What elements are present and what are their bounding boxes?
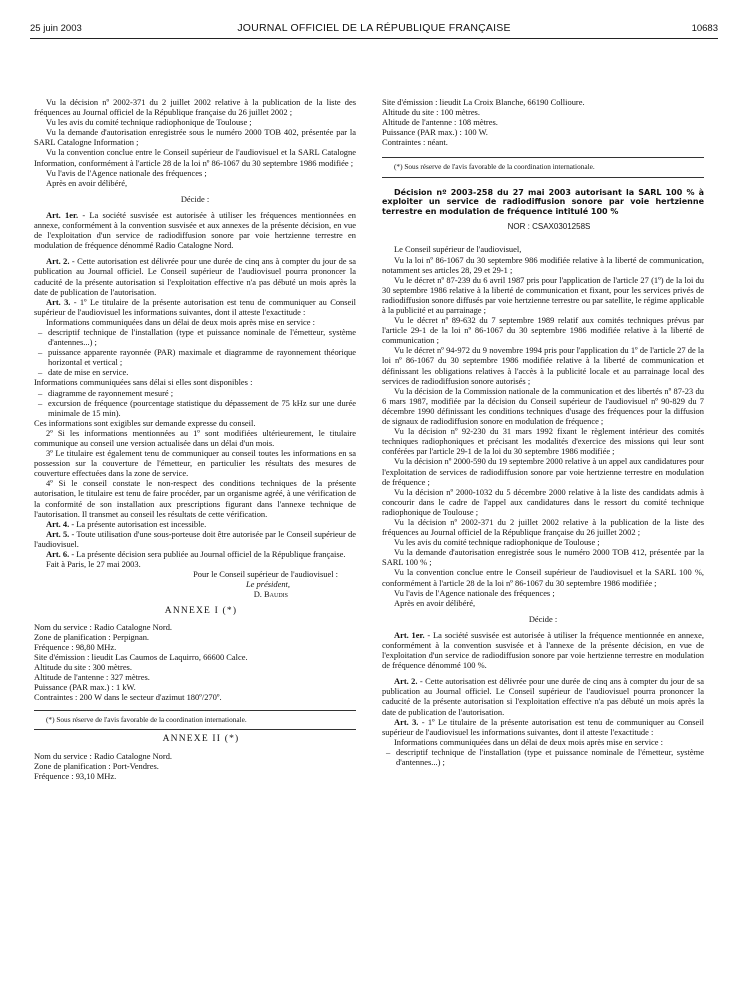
article-label: Art. 4. <box>46 518 70 529</box>
article-label: Art. 3. <box>394 716 419 727</box>
list-item: – diagramme de rayonnement mesuré ; <box>34 388 356 398</box>
annex-line: Altitude du site : 300 mètres. <box>34 661 132 672</box>
article-text: - La société susvisée est autorisée à utiliser les fréquences mentionnées en annexe, conformément à la convention susvisée et aux annexes de la présente décision, en vue de l'exploitation d'un service de radiodiffusion sonore par voie hertzienne terrestre en modulation de fréquence dénommé Radio Catalogne Nord. <box>34 209 356 251</box>
article-text: - Cette autorisation est délivrée pour une durée de cinq ans à compter du jour de sa publication au Journal officiel. Le Conseil supérieur de l'audiovisuel pourra prononcer la caducité de la présente autorisation si l'exploitation effective n'a pas débuté un mois après la date de publication de l'autorisation. <box>382 676 704 717</box>
preamble: Le Conseil supérieur de l'audiovisuel, <box>394 244 522 255</box>
article-label: Art. 2. <box>46 256 70 267</box>
list-item: – date de mise en service. <box>34 367 356 377</box>
annex-line: Zone de planification : Port-Vendres. <box>34 760 159 771</box>
visa: Vu la décision de la Commission nationale de la communication et des libertés nº 87-23 du 6 mars 1987, modifiée par la décision du Conseil supérieur de l'audiovisuel nº 90-829 du 7 décembre 1990 définissant les conditions techniques d'usage des fréquences pour la diffusion de signaux de radiodiffusion sonore en modulation de fréquence ; <box>382 385 704 427</box>
visa: Vu la demande d'autorisation enregistrée sous le numéro 2000 TOB 412, présentée par la SARL 100 % ; <box>382 547 704 568</box>
signatory-title: Le président, <box>245 579 290 590</box>
annex-line: Altitude du site : 100 mètres. <box>382 107 480 118</box>
visa: Vu le décret nº 89-632 du 7 septembre 1989 relatif aux comités techniques prévus par l'article 29-1 de la loi nº 86-1067 du 30 septembre 1986 modifiée relative à la liberté de communication ; <box>382 315 704 346</box>
decision-title: Décision nº 2003-258 du 27 mai 2003 autorisant la SARL 100 % à exploiter un service de radiodiffusion sonore par voie hertzienne terrestre en modulation de fréquence intitulé 100 % <box>382 187 704 216</box>
article-2 <box>34 256 356 296</box>
annex-line: Zone de planification : Perpignan. <box>34 631 150 642</box>
footnote-rule <box>34 710 356 711</box>
list-item: – excursion de fréquence (pourcentage statistique du dépassement de 75 kHz sur une durée minimale de 15 min). <box>34 398 356 418</box>
place-date: Fait à Paris, le 27 mai 2003. <box>46 559 141 570</box>
issue-date: 25 juin 2003 <box>30 23 82 34</box>
article-label: Art. 5. <box>46 528 70 539</box>
footnote-rule <box>382 177 704 178</box>
article-text: - 1º Le titulaire de la présente autorisation est tenu de communiquer au Conseil supérieur de l'audiovisuel les informations suivantes, dont il atteste l'exactitude : <box>34 296 356 317</box>
info-heading: Informations communiquées dans un délai de deux mois après mise en service : <box>394 736 663 747</box>
article-label: Art. 1er. <box>394 629 425 640</box>
footnote-rule <box>34 729 356 730</box>
list-item: – puissance apparente rayonnée (PAR) maximale et diagramme de rayonnement théorique horizontal et vertical ; <box>34 347 356 367</box>
footnote: (*) Sous réserve de l'avis favorable de la coordination internationale. <box>394 162 595 172</box>
annex-2-title: ANNEXE II (*) <box>162 734 240 745</box>
visa: Après en avoir délibéré, <box>46 177 128 188</box>
article-text: - Cette autorisation est délivrée pour une durée de cinq ans à compter du jour de sa publication au Journal officiel. Le Conseil supérieur de l'audiovisuel pourra prononcer la caducité de la présente autorisation si l'exploitation effective n'a pas débuté un mois après la date de publication de l'autorisation. <box>34 256 356 297</box>
visa: Vu la décision nº 2002-371 du 2 juillet 2002 relative à la publication de la liste des fréquences au Journal officiel de la République française du 26 juillet 2002 ; <box>34 97 356 118</box>
annex-line: Puissance (PAR max.) : 1 kW. <box>34 682 136 693</box>
visa: Vu la décision nº 2002-371 du 2 juillet 2002 relative à la publication de la liste des fréquences au Journal officiel de la République française du 26 juillet 2002 ; <box>382 516 704 538</box>
page-header <box>30 20 718 36</box>
article-4 <box>34 519 356 529</box>
signatory-name: D. Baudis <box>253 589 288 600</box>
article-label: Art. 3. <box>46 296 71 307</box>
article-2 <box>382 676 704 716</box>
visa: Vu la convention conclue entre le Conseil supérieur de l'audiovisuel et la SARL 100 %, conformément à l'article 28 de la loi nº 86-1067 du 30 septembre 1986 modifiée ; <box>382 567 704 588</box>
article-label: Art. 6. <box>46 549 70 560</box>
visa: Vu la décision nº 92-230 du 31 mars 1992 fixant le règlement intérieur des comités techniques radiophoniques et précisant les modalités d'exercice des missions qui leur sont conférées par l'article 29-1 de la loi du 30 septembre 1986 modifiée ; <box>382 426 704 457</box>
article-3 <box>34 297 356 317</box>
decide-heading: Décide : <box>528 613 558 624</box>
annex-line: Site d'émission : lieudit Las Caumos de Laquirro, 66600 Calce. <box>34 651 248 662</box>
left-column <box>34 97 356 781</box>
header-rule <box>30 38 718 39</box>
signature-intro: Pour le Conseil supérieur de l'audiovisuel : <box>193 569 338 580</box>
nor-reference: NOR : CSAX0301258S <box>507 222 591 232</box>
decide-heading: Décide : <box>180 193 210 204</box>
annex-1-title: ANNEXE I (*) <box>164 605 238 616</box>
list-item: – descriptif technique de l'installation (type et puissance nominale de l'émetteur, système d'antennes...) ; <box>382 747 704 767</box>
article-5 <box>34 529 356 549</box>
annex-line: Altitude de l'antenne : 108 mètres. <box>382 117 498 128</box>
visa: Vu l'avis de l'Agence nationale des fréquences ; <box>394 587 555 598</box>
journal-title: JOURNAL OFFICIEL DE LA RÉPUBLIQUE FRANÇAISE <box>237 22 511 34</box>
visa: Vu la loi nº 86-1067 du 30 septembre 986 modifiée relative à la liberté de communication, notamment ses articles 28, 29 et 29-1 ; <box>382 254 704 275</box>
article-6 <box>34 549 356 559</box>
annex-line: Nom du service : Radio Catalogne Nord. <box>34 621 173 632</box>
annex-line: Site d'émission : lieudit La Croix Blanche, 66190 Collioure. <box>382 97 585 107</box>
paragraph: 4º Si le conseil constate le non-respect des conditions techniques de la présente autorisation, le titulaire est tenu de faire procéder, par un organisme agréé, à une vérification de la conformité de son installation aux prescriptions figurant dans l'annexe technique de l'autorisation. Il transmet au conseil les résultats de cette vérification. <box>34 478 356 519</box>
annex-line: Fréquence : 98,80 MHz. <box>34 641 117 652</box>
visa: Vu la convention conclue entre le Conseil supérieur de l'audiovisuel et la SARL Catalogne Information, conformément à l'article 28 de la loi nº 86-1067 du 30 septembre 1986 modifiée ; <box>34 147 356 168</box>
article-text: - La société susvisée est autorisée à utiliser la fréquence mentionnée en annexe, conformément à la convention susvisée et à l'annexe de la présente décision, en vue de l'exploitation d'un service de radiodiffusion sonore par voie hertzienne terrestre en modulation de fréquence dénommé 100 %. <box>382 629 704 671</box>
article-text: - Toute utilisation d'une sous-porteuse doit être autorisée par le Conseil supérieur de l'audiovisuel. <box>34 528 356 549</box>
article-1 <box>382 630 704 670</box>
visa: Vu l'avis de l'Agence nationale des fréquences ; <box>46 167 207 178</box>
article-label: Art. 2. <box>394 676 418 687</box>
visa: Après en avoir délibéré, <box>394 597 476 608</box>
list-item: – descriptif technique de l'installation (type et puissance nominale de l'émetteur, système d'antennes...) ; <box>34 327 356 347</box>
article-text: - La présente autorisation est incessible. <box>69 518 207 529</box>
visa: Vu la décision nº 2000-590 du 19 septembre 2000 relative à un appel aux candidatures pour l'exploitation de services de radiodiffusion sonore par voie hertzienne terrestre en modulation de fréquence ; <box>382 456 704 487</box>
paragraph: 2º Si les informations mentionnées au 1º sont modifiées ultérieurement, le titulaire communique au conseil une version actualisée dans un délai d'un mois. <box>34 427 356 448</box>
right-column <box>382 97 704 767</box>
annex-line: Fréquence : 93,10 MHz. <box>34 770 117 781</box>
annex-line: Nom du service : Radio Catalogne Nord. <box>34 750 173 761</box>
page-number: 10683 <box>691 23 718 34</box>
visa: Vu les avis du comité technique radiophonique de Toulouse ; <box>394 537 600 548</box>
article-text: - La présente décision sera publiée au Journal officiel de la République française. <box>69 549 346 560</box>
footnote: (*) Sous réserve de l'avis favorable de la coordination internationale. <box>46 715 247 725</box>
annex-line: Contraintes : néant. <box>382 137 448 148</box>
annex-line: Altitude de l'antenne : 327 mètres. <box>34 672 150 683</box>
article-3 <box>382 717 704 737</box>
article-label: Art. 1er. <box>46 209 79 220</box>
paragraph: 3º Le titulaire est également tenu de communiquer au conseil toutes les informations en sa possession sur la couverture de l'émetteur, en particulier les résultats des mesures de couverture effectuées dans la zone de service. <box>34 448 356 479</box>
info-heading: Informations communiquées sans délai si elles sont disponibles : <box>34 377 253 388</box>
footnote-rule <box>382 157 704 158</box>
visa: Vu la demande d'autorisation enregistrée sous le numéro 2000 TOB 402, présentée par la SARL Catalogne Information ; <box>34 127 356 148</box>
annex-line: Puissance (PAR max.) : 100 W. <box>382 127 488 138</box>
visa: Vu le décret nº 94-972 du 9 novembre 1994 pris pour l'application du 1º de l'article 27 de la loi nº 86-1067 du 30 septembre 1986 modifiée relative à la liberté de communication et définissant les obligations relatives à l'accès à la publicité locale et au parrainage local des services de radiodiffusion sonore autorisés ; <box>382 345 704 386</box>
visa: Vu la décision nº 2000-1032 du 5 décembre 2000 relative à la liste des candidats admis à concourir dans le cadre de l'appel aux candidatures dans le ressort du comité technique radiophonique de Toulouse ; <box>382 486 704 517</box>
annex-line: Contraintes : 200 W dans le secteur d'azimut 180º/270º. <box>34 692 222 703</box>
info-heading: Informations communiquées dans un délai de deux mois après mise en service : <box>46 316 315 327</box>
visa: Vu le décret nº 87-239 du 6 avril 1987 pris pour l'application de l'article 27 (1º) de la loi du 30 septembre 1986 relative à la liberté de communication et fixant, pour les services privés de radiodiffusion sonore diffusés par voie hertzienne terrestre ou par satellite, le régime applicable à la publicité et au parrainage ; <box>382 274 704 315</box>
article-1 <box>34 210 356 250</box>
visa: Vu les avis du comité technique radiophonique de Toulouse ; <box>46 117 252 128</box>
article-text: - 1º Le titulaire de la présente autorisation est tenu de communiquer au Conseil supérieur de l'audiovisuel les informations suivantes, dont il atteste l'exactitude : <box>382 716 704 737</box>
paragraph: Ces informations sont exigibles sur demande expresse du conseil. <box>34 417 256 428</box>
